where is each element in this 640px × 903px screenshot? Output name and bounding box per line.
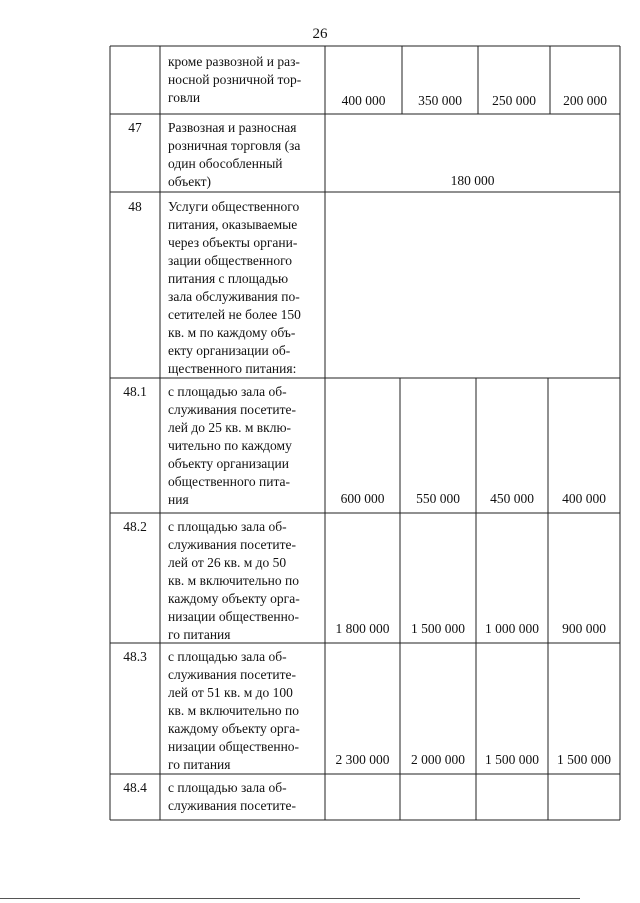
row-number: 48.3 <box>123 649 147 664</box>
value-cell: 1 500 000 <box>411 621 465 636</box>
row-description: с площадью зала об- служивания посетите- лей от 51 кв. м до 100 кв. м включительно по каждому объекту орга- низации общественно- го питания <box>168 649 300 772</box>
bottom-rule <box>0 898 580 899</box>
row-number: 48 <box>128 199 142 214</box>
value-cell: 900 000 <box>562 621 606 636</box>
value-cell: 1 500 000 <box>485 752 539 767</box>
value-cell: 550 000 <box>416 491 460 506</box>
value-cell: 400 000 <box>341 93 386 108</box>
row-number: 48.4 <box>123 780 147 795</box>
value-cell: 2 000 000 <box>411 752 465 767</box>
row-description: с площадью зала об- служивания посетите- лей от 26 кв. м до 50 кв. м включительно по каждому объекту орга- низации общественно- го питания <box>168 519 300 642</box>
value-cell: 450 000 <box>490 491 534 506</box>
value-cell: 1 800 000 <box>335 621 390 636</box>
value-cell: 1 500 000 <box>557 752 611 767</box>
row-description: Услуги общественного питания, оказываемые через объекты органи- зации общественного питания с площадью зала обслуживания по- сетителей не более 150 кв. м по каждому объ- екту организации об- щественного питания: <box>168 199 301 376</box>
value-cell: 1 000 000 <box>485 621 539 636</box>
row-description: кроме развозной и раз- носной розничной тор- говли <box>168 54 302 105</box>
row-number: 47 <box>128 120 142 135</box>
row-description: с площадью зала об- служивания посетите- лей до 25 кв. м вклю- чительно по каждому объекту организации общественного пита- ния <box>168 384 297 507</box>
page-number: 26 <box>312 26 328 42</box>
value-cell: 400 000 <box>562 491 606 506</box>
row-number: 48.2 <box>123 519 147 534</box>
value-cell: 600 000 <box>340 491 385 506</box>
row-description: с площадью зала об- служивания посетите- <box>168 780 297 813</box>
value-cell: 2 300 000 <box>335 752 390 767</box>
value-cell: 250 000 <box>492 93 536 108</box>
merged-value-cell: 180 000 <box>450 173 495 188</box>
value-cell: 200 000 <box>563 93 607 108</box>
row-description: Развозная и разносная розничная торговля (за один обособленный объект) <box>168 120 301 189</box>
row-number: 48.1 <box>123 384 147 399</box>
value-cell: 350 000 <box>418 93 462 108</box>
